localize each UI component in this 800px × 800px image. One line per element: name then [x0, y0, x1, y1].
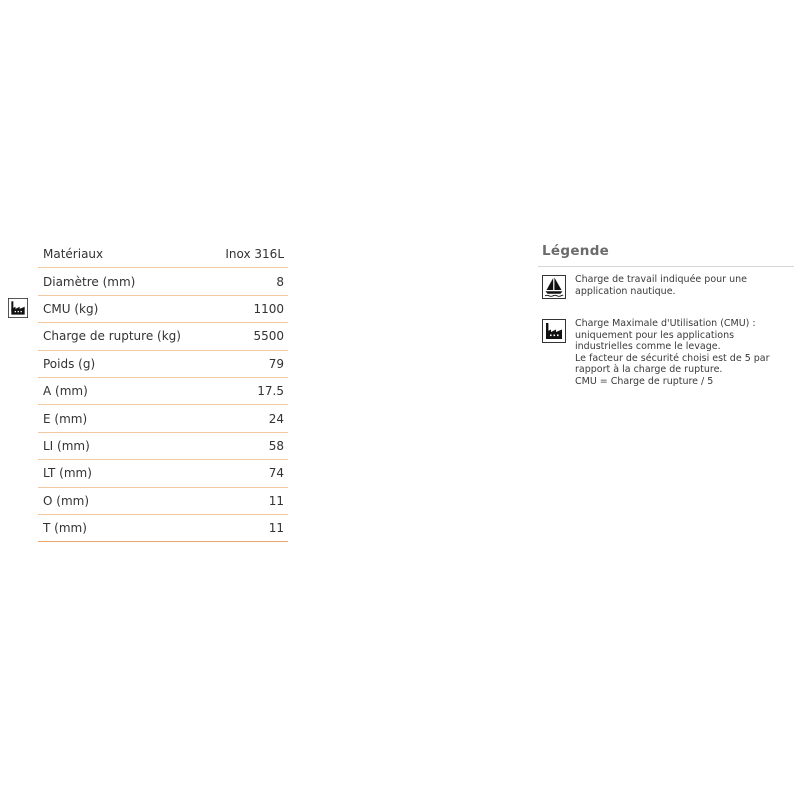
- spec-value: 17.5: [257, 384, 284, 399]
- spec-label: LT (mm): [43, 466, 92, 481]
- spec-row-a: [38, 378, 288, 405]
- spec-label: T (mm): [43, 521, 87, 536]
- spec-label: Poids (g): [43, 356, 96, 371]
- spec-value: Inox 316L: [225, 247, 284, 262]
- legend-text-line: CMU = Charge de rupture / 5: [575, 375, 714, 387]
- spec-row-li: [38, 433, 288, 460]
- spec-table: [38, 241, 288, 542]
- spec-label: O (mm): [43, 493, 90, 508]
- legend-text-line: Le facteur de sécurité choisi est de 5 par: [575, 352, 770, 364]
- legend-text-line: uniquement pour les applications: [575, 329, 735, 341]
- spec-row-o: [38, 488, 288, 515]
- spec-value: 24: [268, 411, 284, 426]
- spec-value: 58: [268, 438, 284, 453]
- spec-row-cmu: [38, 296, 288, 323]
- spec-label: Charge de rupture (kg): [43, 329, 181, 344]
- legend-text-line: application nautique.: [575, 285, 676, 297]
- spec-value: 8: [276, 274, 284, 289]
- spec-value: 11: [268, 493, 284, 508]
- spec-row-material: [38, 241, 288, 268]
- spec-row-diameter: [38, 268, 288, 295]
- legend-text: [575, 318, 770, 387]
- spec-label: E (mm): [43, 411, 88, 426]
- spec-label: CMU (kg): [43, 301, 99, 316]
- legend-item-industrial: [538, 318, 794, 387]
- spec-row-e: [38, 405, 288, 432]
- legend-text-line: industrielles comme le levage.: [575, 341, 721, 352]
- spec-value: 1100: [253, 301, 284, 316]
- legend-text-line: rapport à la charge de rupture.: [575, 364, 723, 375]
- factory-icon: [8, 298, 28, 318]
- spec-label: Matériaux: [43, 247, 104, 262]
- spec-row-weight: [38, 351, 288, 378]
- legend-panel: [538, 240, 794, 387]
- sailboat-icon: [542, 275, 566, 299]
- spec-value: 74: [268, 466, 284, 481]
- spec-value: 5500: [253, 329, 284, 344]
- factory-icon: [542, 319, 566, 343]
- spec-value: 79: [268, 356, 284, 371]
- legend-text-line: Charge de travail indiquée pour une: [575, 274, 747, 285]
- spec-row-lt: [38, 460, 288, 487]
- spec-row-t: [38, 515, 288, 542]
- spec-value: 11: [268, 521, 284, 536]
- legend-title: Légende: [538, 240, 794, 267]
- spec-label: LI (mm): [43, 438, 90, 453]
- legend-text-line: Charge Maximale d'Utilisation (CMU) :: [575, 318, 756, 329]
- spec-label: A (mm): [43, 384, 88, 399]
- spec-label: Diamètre (mm): [43, 274, 136, 289]
- legend-item-nautical: [538, 274, 794, 299]
- legend-text: [575, 274, 747, 297]
- spec-row-breaking-load: [38, 323, 288, 350]
